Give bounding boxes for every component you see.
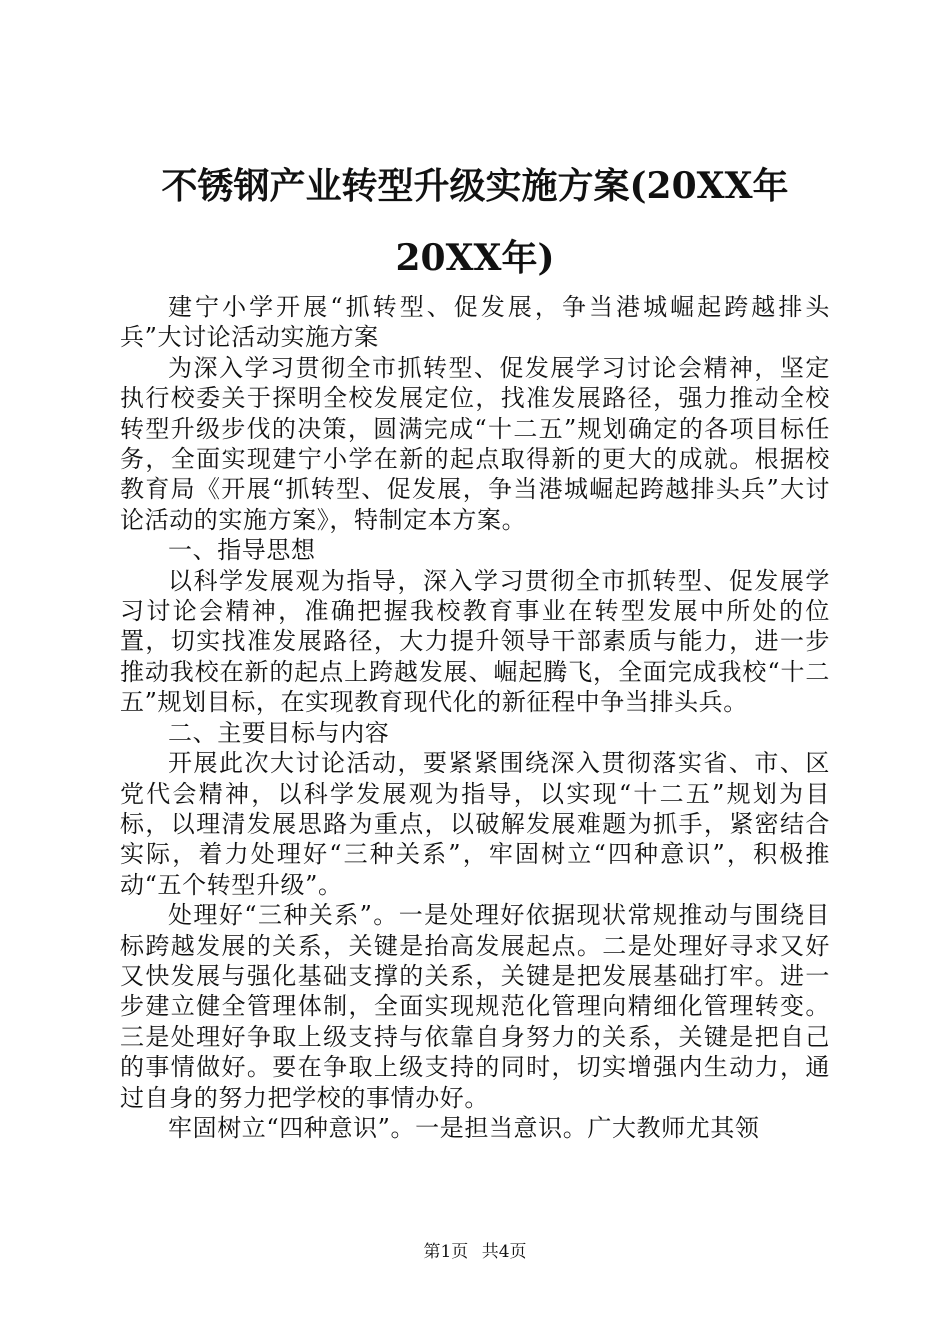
paragraph-main-goals: 开展此次大讨论活动，要紧紧围绕深入贯彻落实省、市、区党代会精神，以科学发展观为指导，以实现“十二五”规划为目标，以理清发展思路为重点，以破解发展难题为抓手，紧密结合实际，着力处理好“三种关系”，牢固树立“四种意识”，积极推动“五个转型升级”。	[120, 749, 830, 899]
section-heading-guiding-ideology: 一、指导思想	[168, 536, 316, 565]
paragraph-three-relations: 处理好“三种关系”。一是处理好依据现状常规推动与围绕目标跨越发展的关系，关键是抬高发展起点。二是处理好寻求又好又快发展与强化基础支撑的关系，关键是把发展基础打牢。进一步建立健全管理体制，全面实现规范化管理向精细化管理转变。三是处理好争取上级支持与依靠自身努力的关系，关键是把自己的事情做好。要在争取上级支持的同时，切实增强内生动力，通过自身的努力把学校的事情办好。	[120, 901, 830, 1112]
page-total: 共4页	[481, 1242, 527, 1262]
page-footer	[0, 1240, 950, 1264]
document-body	[120, 292, 830, 1143]
document-title: 不锈钢产业转型升级实施方案(20XX年20XX年)	[161, 165, 789, 279]
paragraph-intro: 为深入学习贯彻全市抓转型、促发展学习讨论会精神，坚定执行校委关于探明全校发展定位，找准发展路径，强力推动全校转型升级步伐的决策，圆满完成“十二五”规划确定的各项目标任务，全面实现建宁小学在新的起点取得新的更大的成就。根据校教育局《开展“抓转型、促发展，争当港城崛起跨越排头兵”大讨论活动的实施方案》，特制定本方案。	[120, 353, 830, 534]
section-heading-main-goals: 二、主要目标与内容	[168, 718, 390, 747]
paragraph-guiding-ideology: 以科学发展观为指导，深入学习贯彻全市抓转型、促发展学习讨论会精神，准确把握我校教育事业在转型发展中所处的位置，切实找准发展路径，大力提升领导干部素质与能力，进一步推动我校在新的起点上跨越发展、崛起腾飞，全面完成我校“十二五”规划目标，在实现教育现代化的新征程中争当排头兵。	[120, 566, 830, 717]
paragraph-heading-plan: 建宁小学开展“抓转型、促发展，争当港城崛起跨越排头兵”大讨论活动实施方案	[120, 293, 830, 352]
page-number: 第1页	[423, 1242, 469, 1262]
paragraph-four-awareness: 牢固树立“四种意识”。一是担当意识。广大教师尤其领	[168, 1113, 760, 1142]
